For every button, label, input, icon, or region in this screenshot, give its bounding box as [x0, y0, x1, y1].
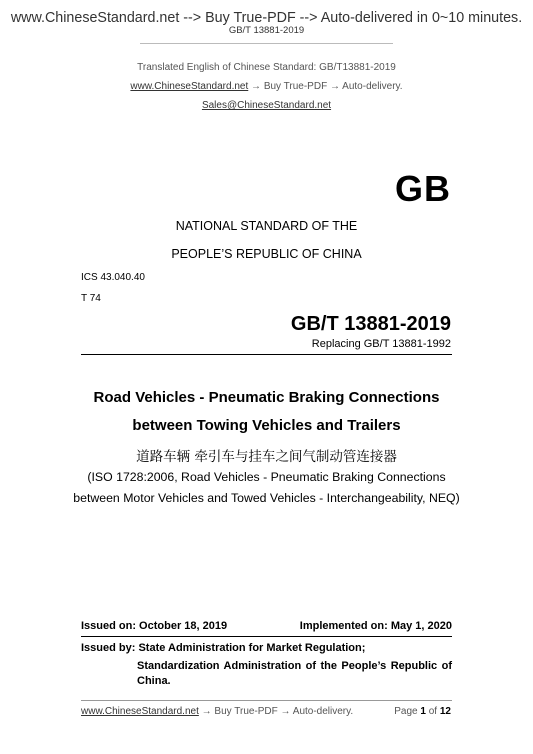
title-rule — [81, 354, 452, 355]
page-total: 12 — [439, 706, 451, 717]
translation-line: Translated English of Chinese Standard: GB/T13881-2019 — [137, 62, 396, 73]
page-number: 1 — [420, 706, 426, 717]
implemented-on: Implemented on: May 1, 2020 — [299, 620, 452, 632]
chinese-title: 道路车辆 牵引车与挂车之间气制动管连接器 — [136, 449, 397, 465]
gb-logo: GB — [395, 168, 451, 209]
issued-by-second: Standardization Administration of the People’s Republic of China. — [137, 660, 452, 687]
header-divider — [140, 43, 393, 44]
title-line1: Road Vehicles - Pneumatic Braking Connections — [93, 389, 440, 406]
title-line2: between Towing Vehicles and Trailers — [132, 417, 401, 434]
email-row — [0, 100, 533, 111]
translation-links — [0, 81, 533, 92]
header-standard-code: GB/T 13881-2019 — [228, 25, 305, 36]
t-code: T 74 — [81, 293, 101, 304]
issued-rule — [81, 636, 452, 637]
of-label: of — [428, 706, 438, 717]
national-standard-line1: NATIONAL STANDARD OF THE — [175, 219, 358, 233]
issue-dates-row — [81, 620, 452, 632]
standard-number: GB/T 13881-2019 — [290, 313, 451, 335]
issued-on: Issued on: October 18, 2019 — [81, 620, 228, 632]
footer-site-link[interactable]: www.ChineseStandard.net — [81, 706, 199, 717]
top-banner: www.ChineseStandard.net --> Buy True-PDF --> Auto-delivered in 0~10 minutes. — [10, 10, 523, 26]
issued-by: Issued by: State Administration for Market Regulation; — [81, 642, 366, 654]
replacing-code: Replacing GB/T 13881-1992 — [311, 338, 451, 350]
site-link[interactable]: www.ChineseStandard.net — [130, 81, 249, 92]
footer-site-tail: → Buy True-PDF → Auto-delivery. — [198, 706, 354, 717]
site-link-tail: → Buy True-PDF → Auto-delivery. — [248, 81, 403, 92]
footer-divider — [81, 700, 452, 701]
footer-links — [81, 706, 353, 717]
email-link[interactable]: Sales@ChineseStandard.net — [201, 100, 332, 111]
national-standard-line2: PEOPLE’S REPUBLIC OF CHINA — [171, 247, 362, 261]
iso-reference-line2: between Motor Vehicles and Towed Vehicles - Interchangeability, NEQ) — [73, 491, 460, 505]
ics-code: ICS 43.040.40 — [81, 272, 145, 283]
iso-reference-line1: (ISO 1728:2006, Road Vehicles - Pneumatic Braking Connections — [87, 470, 446, 484]
page-label: Page — [394, 706, 418, 717]
page-indicator — [394, 706, 451, 717]
